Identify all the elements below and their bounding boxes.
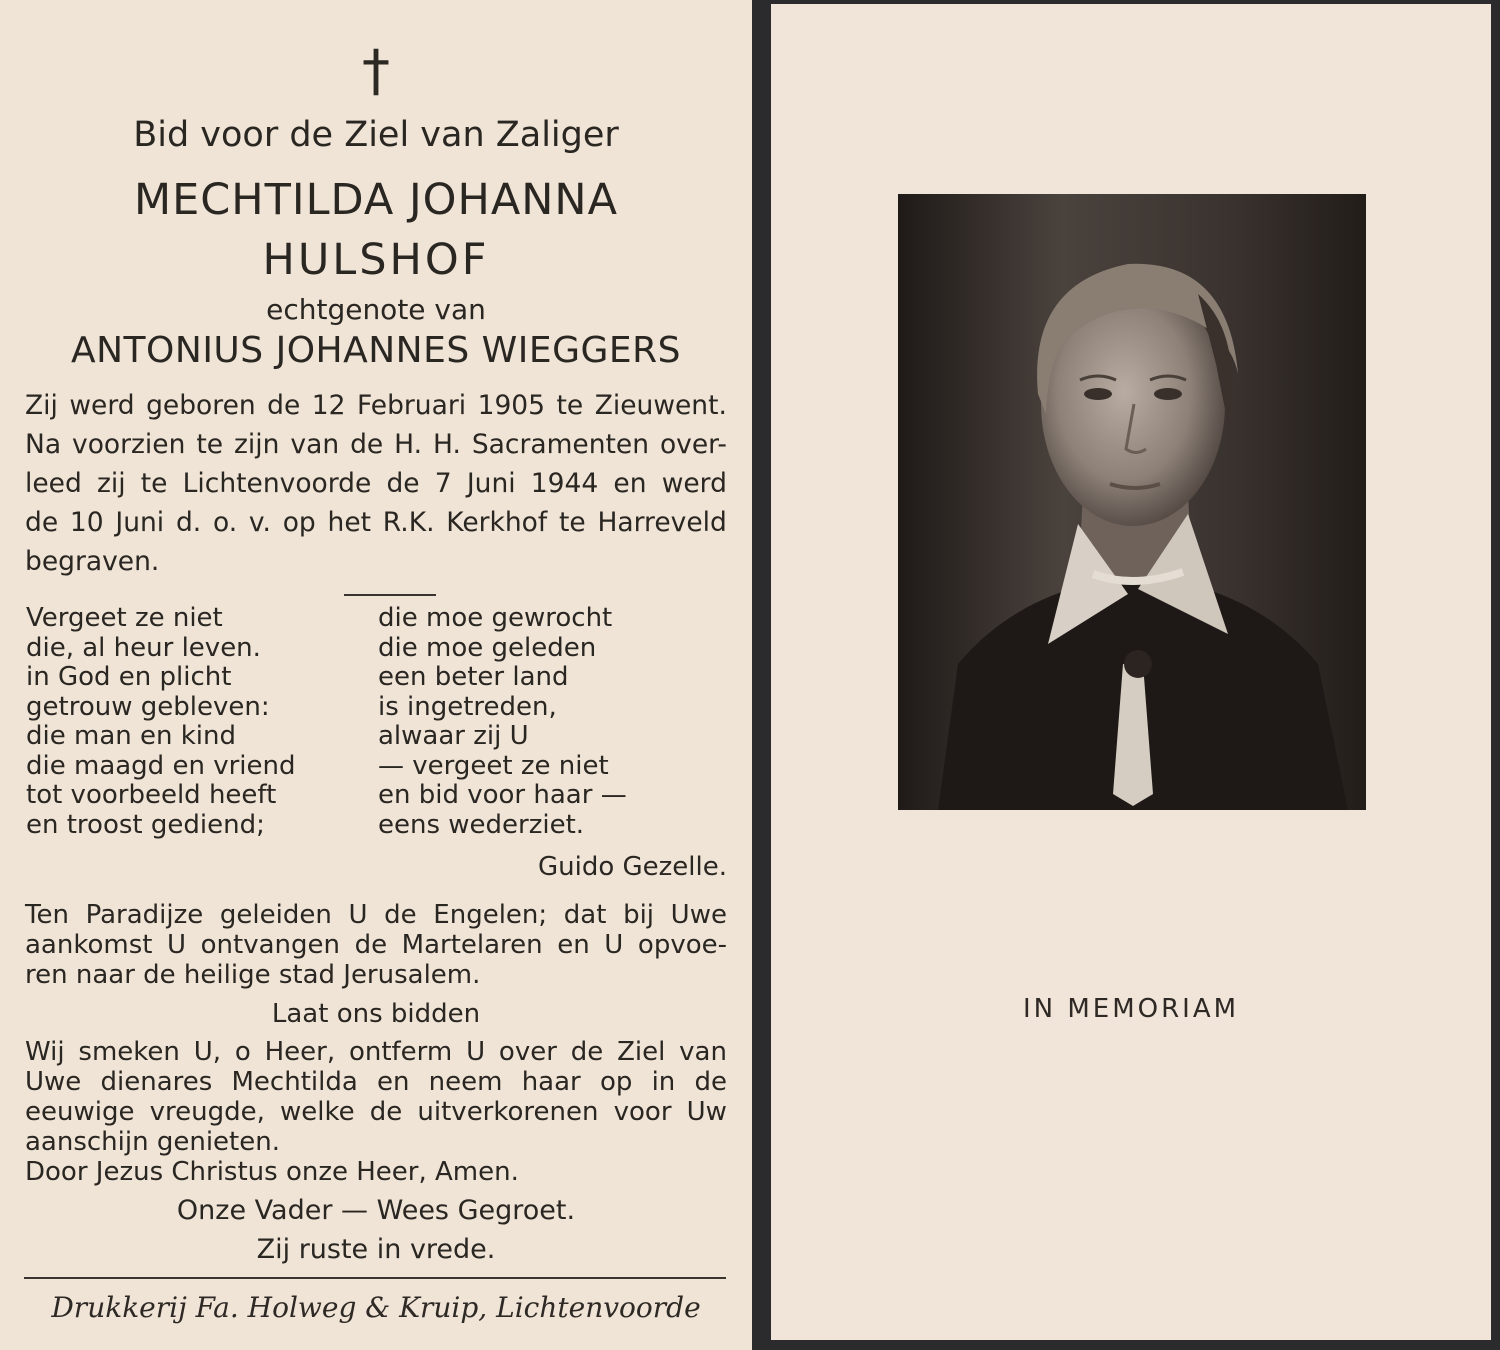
prayer-line: [25, 930, 727, 960]
word: Uw: [686, 1097, 727, 1127]
word: over: [498, 1037, 557, 1067]
word: werd: [661, 468, 727, 499]
word: R.K.: [382, 507, 435, 538]
poem-line: en troost gediend;: [26, 809, 265, 840]
poem-line: Vergeet ze niet: [26, 603, 223, 633]
word: werd: [69, 390, 135, 421]
word: bij: [623, 900, 655, 930]
word: voorzien: [72, 429, 186, 460]
word: d.: [175, 507, 202, 538]
poem-line: en bid voor haar —: [378, 780, 627, 810]
word: Sacramenten: [471, 429, 650, 460]
word: leed: [25, 468, 82, 499]
word: U: [604, 930, 624, 960]
word: U: [348, 900, 368, 930]
word: het: [327, 507, 372, 538]
word: de: [350, 429, 384, 460]
word: Kerkhof: [446, 507, 548, 538]
word: opvoe-: [637, 930, 727, 960]
word: geboren: [146, 390, 256, 421]
prayer-line: Door Jezus Christus onze Heer, Amen.: [25, 1157, 519, 1187]
word: H.: [394, 429, 423, 460]
word: ontferm: [348, 1037, 453, 1067]
prayer-intro: Bid voor de Ziel van Zaliger: [133, 115, 619, 155]
word: vreugde,: [149, 1097, 265, 1127]
word: Harreveld: [597, 507, 727, 538]
poem-line: — vergeet ze niet: [378, 750, 609, 781]
poem-line: een beter land: [378, 662, 569, 692]
printer-credit: Drukkerij Fa. Holweg & Kruip, Lichtenvoorde: [51, 1291, 701, 1324]
footer-divider: [24, 1277, 726, 1279]
word: en: [613, 468, 647, 499]
poem-author: Guido Gezelle.: [537, 852, 727, 882]
word: geleiden: [219, 900, 332, 930]
biography-line: [25, 425, 727, 464]
word: te: [556, 390, 584, 421]
word: U: [167, 930, 187, 960]
word: Ziel: [617, 1037, 666, 1067]
let-us-pray: Laat ons bidden: [271, 999, 481, 1029]
word: Engelen;: [433, 900, 548, 930]
biography: [25, 386, 727, 581]
word: Paradijze: [85, 900, 204, 930]
word: 1905: [477, 390, 546, 421]
word: de: [694, 1067, 727, 1097]
poem-line: in God en plicht: [26, 662, 232, 692]
memorial-card-photo-side: [771, 4, 1491, 1340]
word: zijn: [234, 429, 280, 460]
word: 10: [69, 507, 104, 538]
word: neem: [428, 1067, 503, 1097]
biography-line: [25, 464, 727, 503]
word: de: [354, 930, 388, 960]
word: welke: [280, 1097, 355, 1127]
word: zij: [96, 468, 126, 499]
poem-line: die maagd en vriend: [26, 750, 296, 781]
prayer-line: [25, 1037, 727, 1067]
word: Zij: [25, 390, 58, 421]
spouse-label: echtgenote van: [266, 293, 486, 326]
poem-line: getrouw gebleven:: [26, 691, 270, 722]
poem-left-column: [26, 604, 295, 840]
word: Februari: [356, 390, 467, 421]
word: uitverkorenen: [417, 1097, 599, 1127]
word: U,: [193, 1037, 222, 1067]
word: Juni: [115, 507, 165, 538]
poem-line: eens wederziet.: [378, 809, 585, 840]
word: smeken: [78, 1037, 180, 1067]
word: 1944: [530, 468, 599, 499]
prayer-line: [25, 1067, 727, 1097]
deceased-name-line1: MECHTILDA JOHANNA: [134, 175, 618, 225]
word: 12: [311, 390, 346, 421]
word: 7: [434, 468, 452, 499]
word: over-: [659, 429, 727, 460]
divider: [344, 594, 436, 596]
word: Na: [25, 429, 62, 460]
prayer-line: aanschijn genieten.: [25, 1127, 280, 1157]
word: Uwe: [25, 1067, 82, 1097]
word: Lichtenvoorde: [182, 468, 372, 499]
prayer-line: [25, 1097, 727, 1127]
biography-line: [25, 503, 727, 542]
word: U: [466, 1037, 486, 1067]
word: Heer,: [264, 1037, 336, 1067]
prayer-line: [25, 900, 727, 930]
word: op: [599, 1067, 633, 1097]
word: v.: [248, 507, 271, 538]
poem-right-column: [378, 604, 627, 840]
biography-line: begraven.: [25, 546, 160, 577]
word: te: [196, 429, 224, 460]
word: Juni: [466, 468, 516, 499]
deceased-name-line2: HULSHOF: [262, 235, 490, 285]
word: van: [679, 1037, 727, 1067]
poem-line: alwaar zij U: [378, 721, 529, 751]
word: de: [386, 468, 420, 499]
cross-icon: †: [362, 39, 390, 104]
word: ontvangen: [200, 930, 340, 960]
poem-line: tot voorbeeld heeft: [26, 780, 277, 810]
word: aankomst: [25, 930, 153, 960]
word: Martelaren: [401, 930, 543, 960]
poem-line: die moe gewrocht: [378, 603, 613, 633]
word: in: [651, 1067, 676, 1097]
poem-line: is ingetreden,: [378, 691, 557, 722]
word: o.: [212, 507, 238, 538]
angels-prayer: [25, 900, 727, 990]
word: de: [25, 507, 59, 538]
word: Ten: [25, 900, 69, 930]
word: voor: [613, 1097, 672, 1127]
spouse-name: ANTONIUS JOHANNES WIEGGERS: [71, 330, 681, 371]
poem-line: die, al heur leven.: [26, 632, 261, 663]
closing-prayer: [25, 1037, 727, 1187]
word: en: [376, 1067, 410, 1097]
final-prayers: Onze Vader — Wees Gegroet.: [176, 1195, 576, 1226]
word: haar: [521, 1067, 581, 1097]
word: op: [282, 507, 316, 538]
word: dienares: [100, 1067, 213, 1097]
word: en: [557, 930, 590, 960]
word: de: [369, 1097, 403, 1127]
poem-line: die moe geleden: [378, 632, 597, 663]
word: de: [267, 390, 301, 421]
prayer-line: ren naar de heilige stad Jerusalem.: [25, 960, 481, 990]
word: o: [234, 1037, 251, 1067]
word: de: [384, 900, 417, 930]
word: te: [558, 507, 586, 538]
word: Zieuwent.: [594, 390, 727, 421]
poem-line: die man en kind: [26, 721, 236, 751]
word: de: [570, 1037, 604, 1067]
biography-line: [25, 386, 727, 425]
rest-in-peace: Zij ruste in vrede.: [256, 1234, 496, 1265]
word: Mechtilda: [231, 1067, 358, 1097]
portrait-photo: [898, 194, 1366, 810]
word: van: [290, 429, 340, 460]
word: Uwe: [670, 900, 727, 930]
word: te: [140, 468, 168, 499]
word: dat: [563, 900, 607, 930]
word: eeuwige: [25, 1097, 135, 1127]
portrait-illustration: [898, 194, 1366, 810]
in-memoriam-label: IN MEMORIAM: [1022, 994, 1240, 1024]
word: Wij: [25, 1037, 65, 1067]
word: H.: [433, 429, 461, 460]
